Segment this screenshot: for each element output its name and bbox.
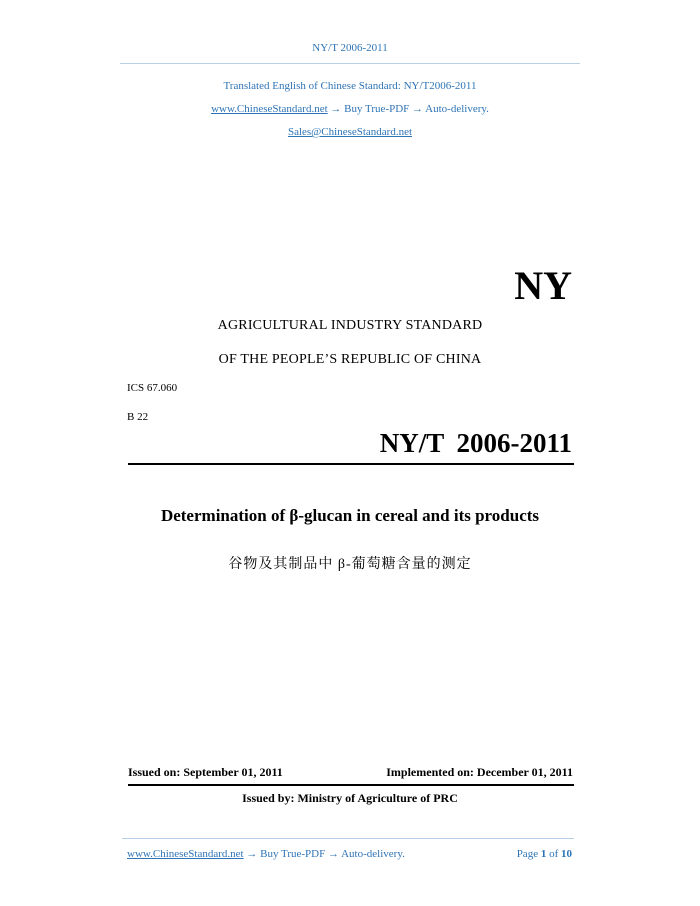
title-divider <box>128 463 574 465</box>
site-link[interactable]: www.ChineseStandard.net <box>211 103 328 115</box>
footer-promo-text: → Buy True-PDF → Auto-delivery. <box>246 848 405 860</box>
ccs-code: B 22 <box>127 411 149 423</box>
implemented-on-date: Implemented on: December 01, 2011 <box>386 765 573 779</box>
page-total: 10 <box>561 848 572 860</box>
page-number <box>517 848 572 860</box>
sales-email-link[interactable]: Sales@ChineseStandard.net <box>287 126 413 138</box>
issued-by: Issued by: Ministry of Agriculture of PRC <box>242 791 458 805</box>
standard-type-line-1: AGRICULTURAL INDUSTRY STANDARD <box>217 318 483 333</box>
footer-promo <box>127 848 405 860</box>
translation-note: Translated English of Chinese Standard: NY/T2006-2011 <box>223 80 477 92</box>
page-label: Page <box>516 848 539 860</box>
page-current: 1 <box>540 848 547 860</box>
title-chinese: 谷物及其制品中 β-葡萄糖含量的测定 <box>228 557 472 572</box>
title-english: Determination of β-glucan in cereal and its products <box>160 506 540 525</box>
sales-line <box>0 126 700 138</box>
standard-number: NY/T 2006-2011 <box>379 428 572 458</box>
ny-logo: NY <box>514 263 572 308</box>
standard-type-line-2: OF THE PEOPLE’S REPUBLIC OF CHINA <box>218 352 482 367</box>
header-standard-code: NY/T 2006-2011 <box>312 42 388 54</box>
promo-text: → Buy True-PDF → Auto-delivery. <box>330 103 489 115</box>
issued-on-date: Issued on: September 01, 2011 <box>128 765 283 779</box>
header-divider <box>120 63 580 64</box>
promo-line <box>0 103 700 115</box>
footer-site-link[interactable]: www.ChineseStandard.net <box>127 848 244 860</box>
footer-divider <box>122 838 574 839</box>
page-of: of <box>549 848 559 860</box>
issue-divider <box>128 784 574 786</box>
ics-code: ICS 67.060 <box>127 382 178 394</box>
